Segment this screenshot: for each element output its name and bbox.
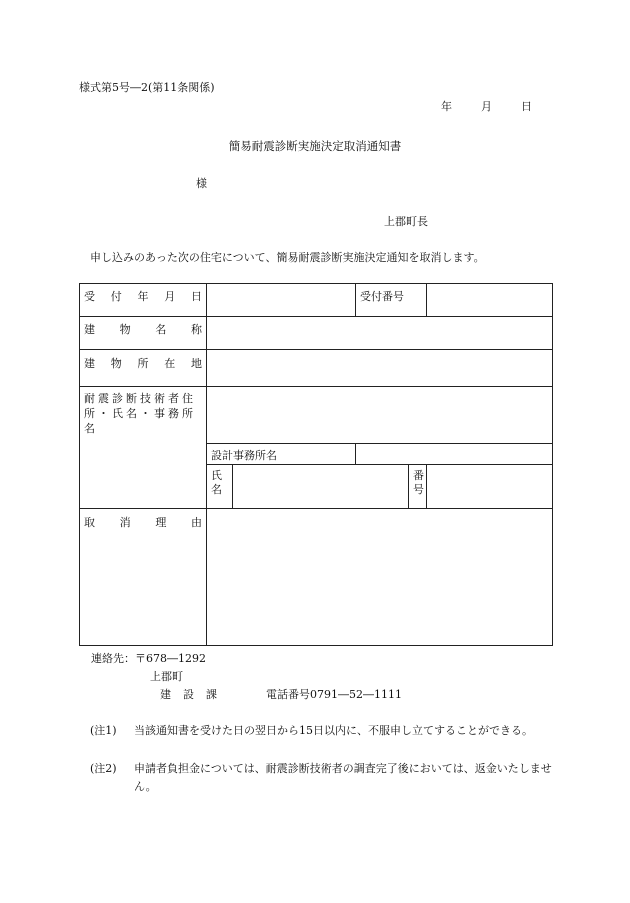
received-date-label: 受 付 年 月 日 [80, 284, 207, 317]
building-name-field[interactable] [207, 317, 553, 350]
note-2-body: 申請者負担金については、耐震診断技術者の調査完了後においては、返金いたしません。 [134, 762, 552, 793]
design-office-field[interactable] [356, 444, 553, 465]
date-month: 月 [481, 100, 492, 113]
design-office-label: 設計事務所名 [207, 444, 356, 465]
note-1 [90, 722, 560, 740]
intro-text: 申し込みのあった次の住宅について、簡易耐震診断実施決定通知を取消します。 [90, 251, 485, 264]
cancel-reason-label: 取 消 理 由 [80, 509, 207, 646]
note-1-head: (注1) [90, 724, 117, 737]
date-day: 日 [521, 100, 532, 113]
date-line [441, 98, 532, 114]
note-1-body: 当該通知書を受けた日の翌日から15日以内に、不服申し立てすることができる。 [134, 724, 533, 737]
form-code: 様式第5号―2(第11条関係) [79, 81, 215, 94]
building-location-field[interactable] [207, 350, 553, 387]
form-table [79, 283, 553, 646]
received-number-label: 受付番号 [356, 284, 427, 317]
document-title: 簡易耐震診断実施決定取消通知書 [228, 139, 402, 153]
contact-dept: 建設課 [160, 688, 229, 701]
inspector-label: 耐震診断技術者住所・氏名・事務所名 [80, 387, 207, 509]
name-field[interactable] [233, 465, 409, 509]
note-2 [90, 760, 560, 796]
building-name-label: 建 物 名 称 [80, 317, 207, 350]
number-field[interactable] [427, 465, 553, 509]
date-year: 年 [441, 100, 452, 113]
contact-label: 連絡先：〒678―1292 [91, 652, 206, 665]
name-label: 氏名 [207, 465, 233, 509]
received-number-field[interactable] [427, 284, 553, 317]
received-date-field[interactable] [207, 284, 356, 317]
cancel-reason-field[interactable] [207, 509, 553, 646]
addressee-suffix: 様 [196, 177, 207, 190]
contact-town: 上郡町 [150, 670, 183, 683]
building-location-label: 建 物 所 在 地 [80, 350, 207, 387]
issuer: 上郡町長 [384, 215, 428, 228]
contact-tel: 電話番号0791―52―1111 [266, 688, 402, 701]
number-label: 番号 [409, 465, 427, 509]
inspector-address-field[interactable] [207, 387, 553, 444]
note-2-head: (注2) [90, 762, 117, 775]
